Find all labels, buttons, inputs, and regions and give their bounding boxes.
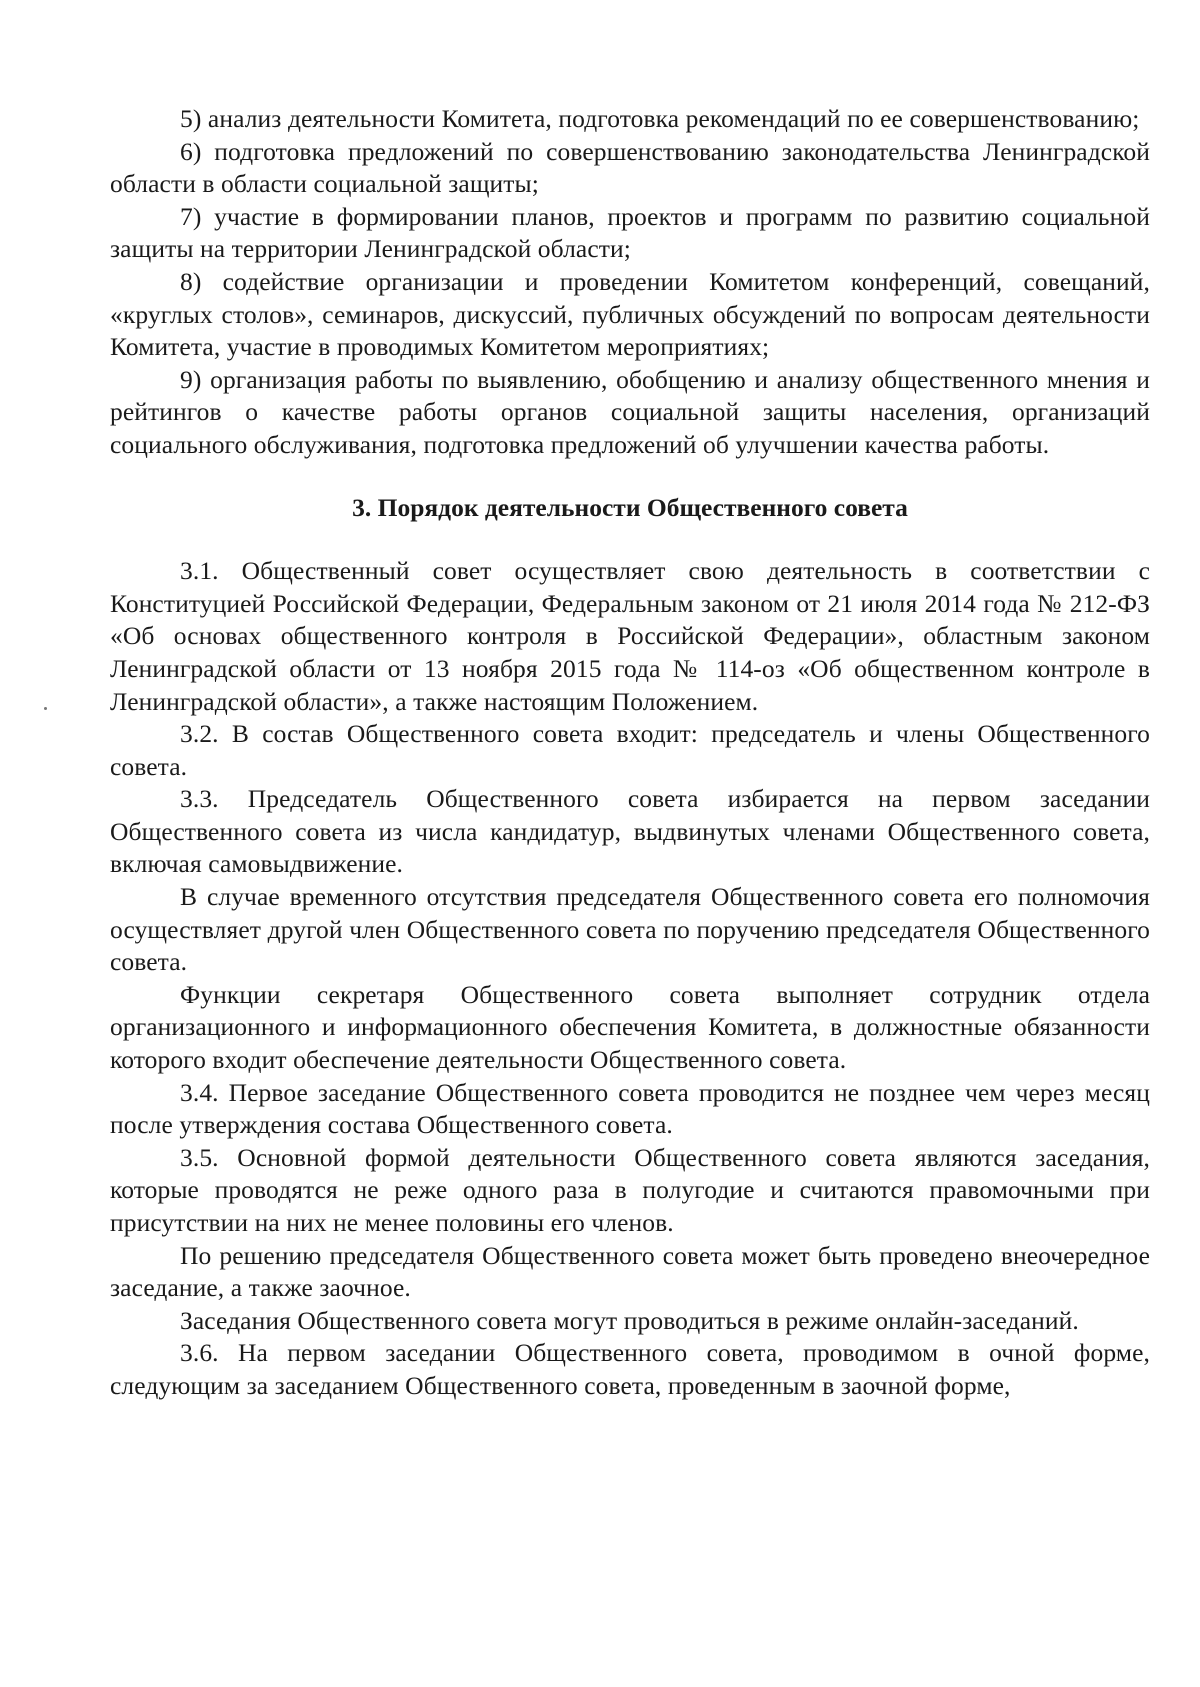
list-item-5: 5) анализ деятельности Комитета, подготовка рекомендаций по ее совершенствованию;	[180, 104, 1140, 133]
clause-3-2: 3.2. В состав Общественного совета входит: председатель и члены Общественного совета.	[110, 719, 1150, 781]
clause-3-5-extraordinary: По решению председателя Общественного совета может быть проведено внеочередное заседание, а также заочное.	[110, 1240, 1150, 1303]
clause-3-1: 3.1. Общественный совет осуществляет свою деятельность в соответствии с Конституцией Российской Федерации, Федеральным законом от 21 июля 2014 года № 212-ФЗ «Об основах общественного контроля в Российской Федерации», областным законом Ленинградской области от 13 ноября 2015 года № 114-оз «Об общественном контроле в Ленинградской области», а также настоящим Положением.	[110, 556, 1150, 716]
list-item-6: 6) подготовка предложений по совершенствованию законодательства Ленинградской области в области социальной защиты;	[110, 136, 1150, 199]
list-item-7: 7) участие в формировании планов, проектов и программ по развитию социальной защиты на территории Ленинградской области;	[110, 201, 1150, 264]
clause-3-4: 3.4. Первое заседание Общественного совета проводится не позднее чем через месяц после утверждения состава Общественного совета.	[110, 1077, 1150, 1140]
scan-speck	[44, 707, 47, 710]
clause-3-6: 3.6. На первом заседании Общественного совета, проводимом в очной форме, следующим за заседанием Общественного совета, проведенным в заочной форме,	[110, 1338, 1150, 1400]
section-heading: 3. Порядок деятельности Общественного совета	[352, 492, 908, 522]
clause-3-3-secretary: Функции секретаря Общественного совета выполняет сотрудник отдела организационного и информационного обеспечения Комитета, в должностные обязанности которого входит обеспечение деятельности Общественного совета.	[110, 979, 1150, 1075]
list-item-9: 9) организация работы по выявлению, обобщению и анализу общественного мнения и рейтингов о качестве работы органов социальной защиты населения, организаций социального обслуживания, подготовка предложений об улучшении качества работы.	[110, 364, 1150, 459]
document-body	[110, 103, 1150, 1403]
list-item-8: 8) содействие организации и проведении Комитетом конференций, совещаний, «круглых столов», семинаров, дискуссий, публичных обсуждений по вопросам деятельности Комитета, участие в проводимых Комитетом мероприятиях;	[110, 266, 1150, 362]
clause-3-3: 3.3. Председатель Общественного совета избирается на первом заседании Общественного совета из числа кандидатур, выдвинутых членами Общественного совета, включая самовыдвижение.	[110, 784, 1150, 879]
clause-3-5: 3.5. Основной формой деятельности Общественного совета являются заседания, которые проводятся не реже одного раза в полугодие и считаются правомочными при присутствии на них не менее половины его членов.	[110, 1142, 1150, 1237]
clause-3-5-online: Заседания Общественного совета могут проводиться в режиме онлайн-заседаний.	[180, 1305, 1079, 1335]
clause-3-3-absence: В случае временного отсутствия председателя Общественного совета его полномочия осуществляет другой член Общественного совета по поручению председателя Общественного совета.	[110, 882, 1150, 977]
